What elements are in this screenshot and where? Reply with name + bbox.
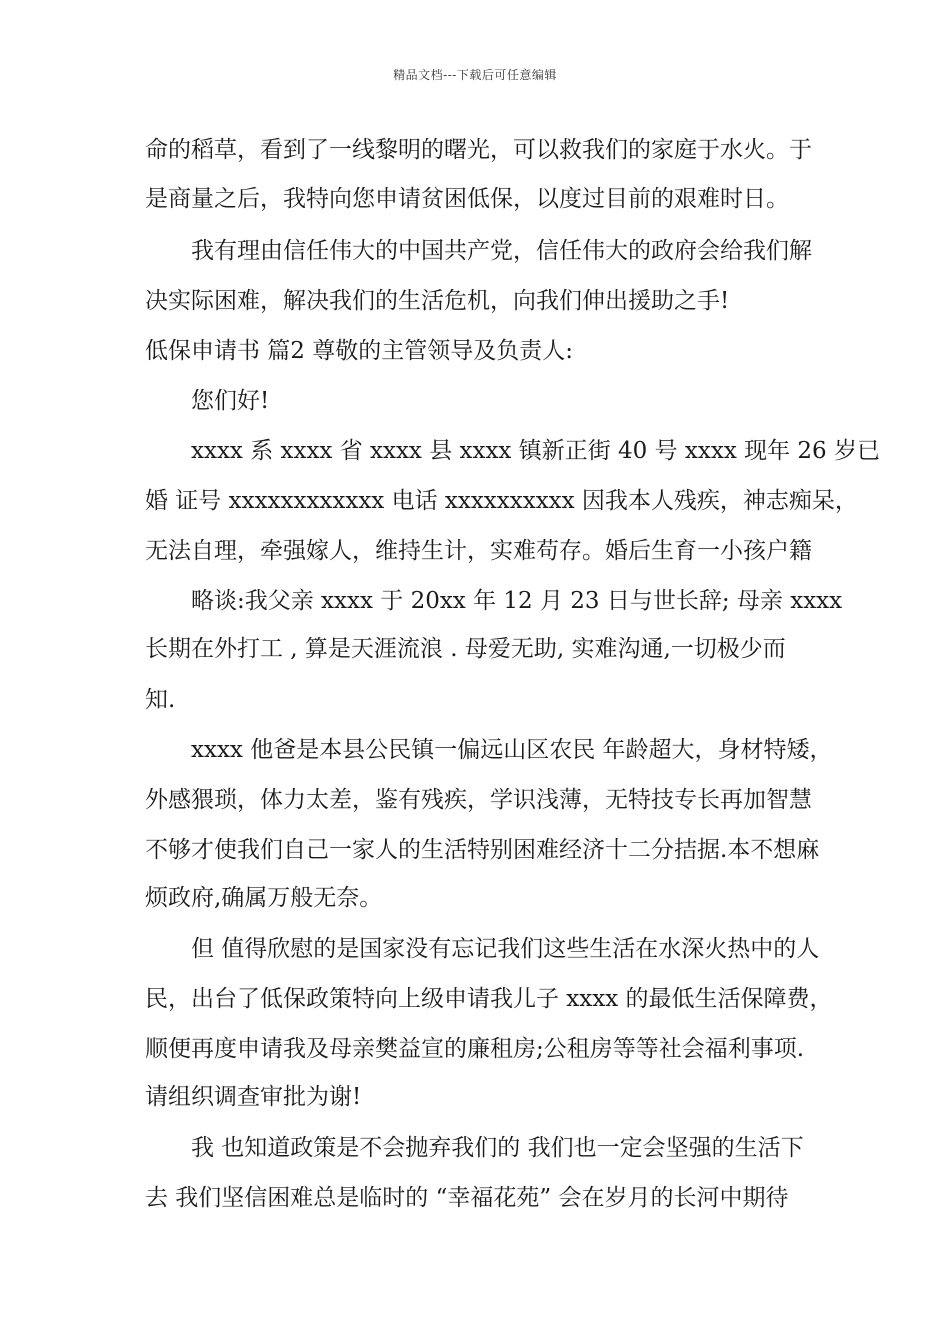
section-heading: 低保申请书 篇2 尊敬的主管领导及负责人:: [145, 338, 574, 364]
header-note: 精品文档---下载后可任意编辑: [393, 68, 557, 82]
text-line: 命的稻草，看到了一线黎明的曙光，可以救我们的家庭于水火。于: [145, 137, 812, 163]
text-line: 长期在外打工 , 算是天涯流浪 . 母爱无助, 实难沟通,一切极少而: [145, 636, 786, 662]
text-line: 但 值得欣慰的是国家没有忘记我们这些生活在水深火热中的人: [191, 936, 820, 962]
text-line: 请组织调查审批为谢!: [145, 1084, 362, 1110]
text-line: 去 我们坚信困难总是临时的 “幸福花苑” 会在岁月的长河中期待: [145, 1185, 789, 1211]
text-line: 无法自理，牵强嫁人，维持生计，实难苟存。婚后生育一小孩户籍: [145, 538, 812, 564]
text-line: 外感猥琐，体力太差，鉴有残疾，学识浅薄，无特技专长再加智慧: [145, 787, 812, 813]
text-line: 决实际困难，解决我们的生活危机，向我们伸出援助之手!: [145, 288, 730, 314]
text-line: 是商量之后，我特向您申请贫困低保，以度过目前的艰难时日。: [145, 186, 789, 212]
text-line: 知.: [145, 687, 176, 713]
text-line: 我有理由信任伟大的中国共产党，信任伟大的政府会给我们解: [191, 238, 812, 264]
text-line: 不够才使我们自己一家人的生活特别困难经济十二分拮据.本不想麻: [145, 837, 820, 863]
text-line: xxxx 他爸是本县公民镇一偏远山区农民 年龄超大，身材特矮，: [191, 737, 833, 763]
text-line: 烦政府,确属万般无奈。: [145, 885, 383, 911]
text-line: 略谈:我父亲 xxxx 于 20xx 年 12 月 23 日与世长辞; 母亲 xxxx: [191, 588, 843, 614]
text-line: 民，出台了低保政策特向上级申请我儿子 xxxx 的最低生活保障费，: [145, 986, 833, 1012]
text-line: 婚 证号 xxxxxxxxxxxx 电话 xxxxxxxxxx 因我本人残疾，神志痴呆，: [145, 488, 858, 514]
text-line: 我 也知道政策是不会抛弃我们的 我们也一定会坚强的生活下: [191, 1135, 804, 1161]
greeting-line: 您们好!: [191, 388, 270, 414]
text-line: 顺便再度申请我及母亲樊益宣的廉租房;公租房等等社会福利事项.: [145, 1036, 805, 1062]
text-line: xxxx 系 xxxx 省 xxxx 县 xxxx 镇新正街 40 号 xxxx 现年 26 岁已: [191, 438, 881, 464]
